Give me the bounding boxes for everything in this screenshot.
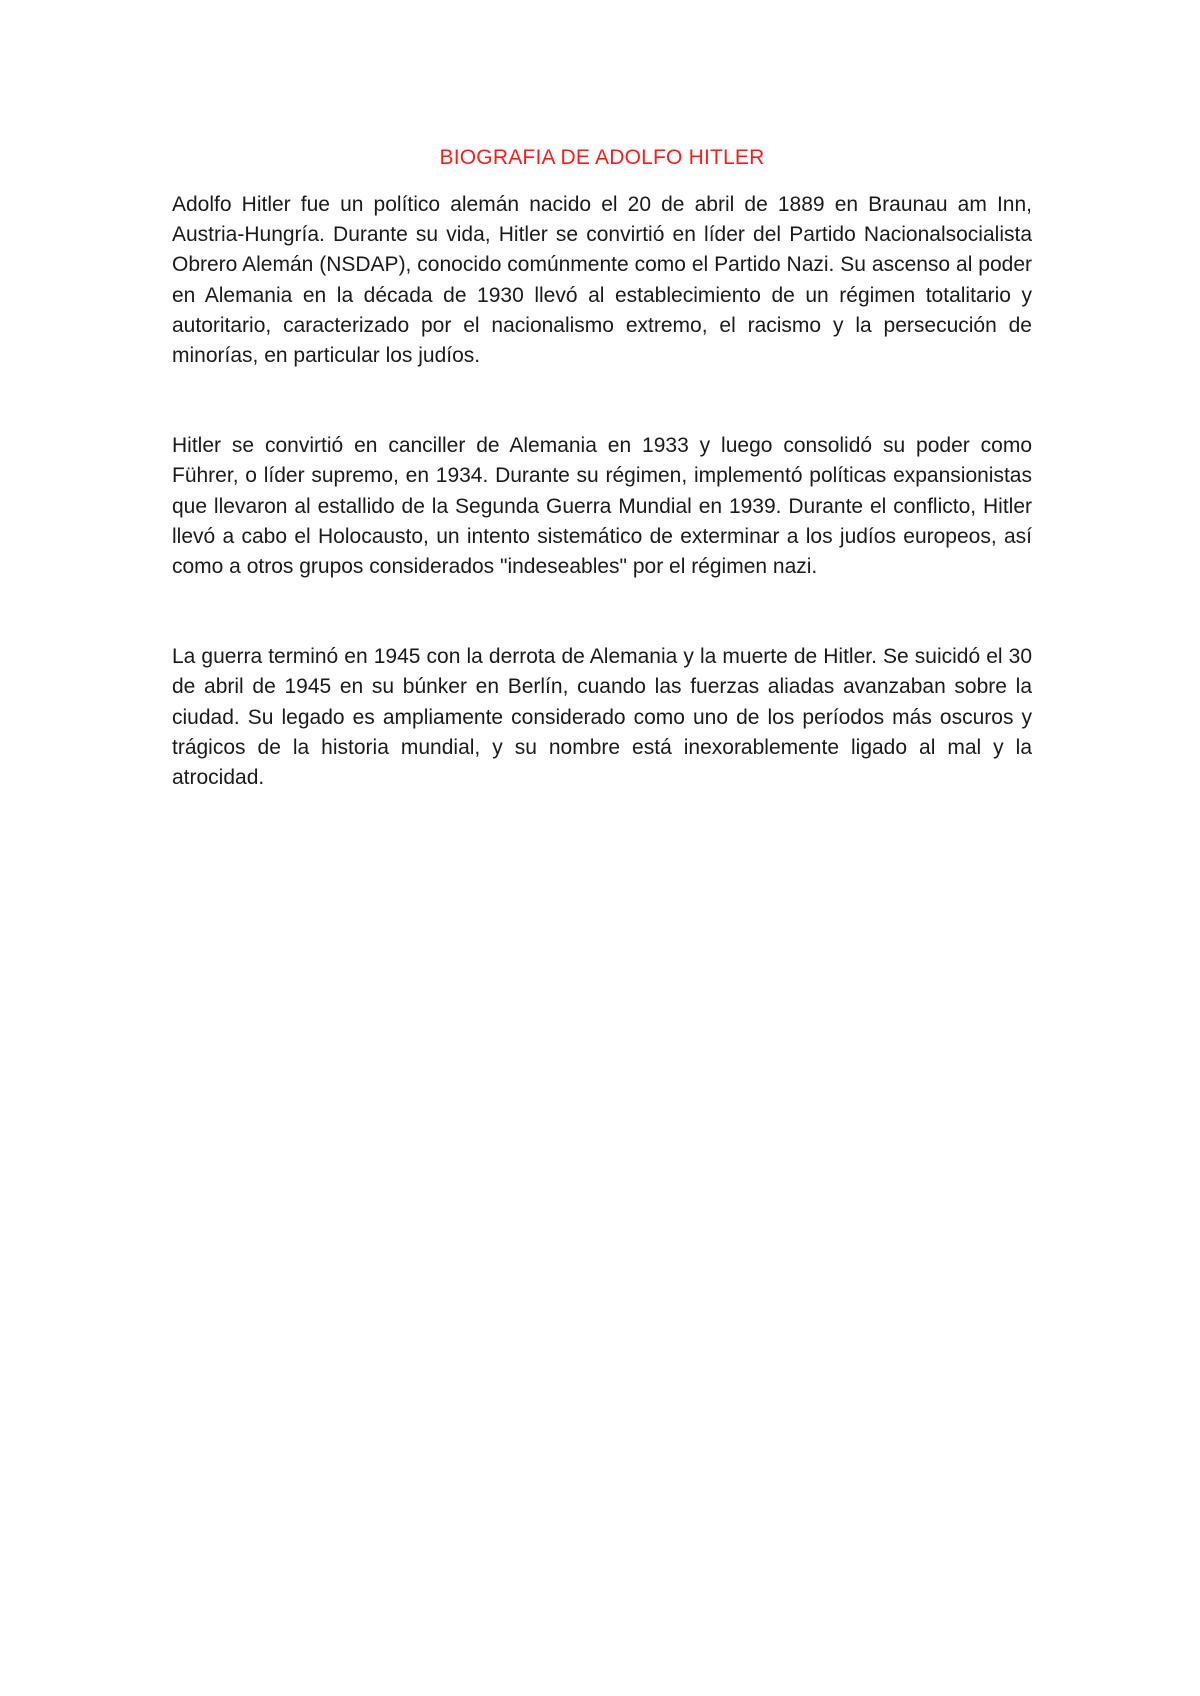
paragraph-early-life: Adolfo Hitler fue un político alemán nacido el 20 de abril de 1889 en Braunau am Inn, Austria-Hungría. Durante su vida, Hitler se convirtió en líder del Partido Nacionalsocialista Obrero Alemán (NSDAP), conocido comúnmente como el Partido Nazi. Su ascenso al poder en Alemania en la década de 1930 llevó al establecimiento de un régimen totalitario y autoritario, caracterizado por el nacionalismo extremo, el racismo y la persecución de minorías, en particular los judíos. [172, 193, 1032, 368]
paragraph-end-of-war: La guerra terminó en 1945 con la derrota de Alemania y la muerte de Hitler. Se suicidó el 30 de abril de 1945 en su búnker en Berlín, cuando las fuerzas aliadas avanzaban sobre la ciudad. Su legado es ampliamente considerado como uno de los períodos más oscuros y trágicos de la historia mundial, y su nombre está inexorablemente ligado al mal y la atrocidad. [172, 645, 1032, 790]
paragraph-rise-to-power: Hitler se convirtió en canciller de Alemania en 1933 y luego consolidó su poder como Führer, o líder supremo, en 1934. Durante su régimen, implementó políticas expansionistas que llevaron al estallido de la Segunda Guerra Mundial en 1939. Durante el conflicto, Hitler llevó a cabo el Holocausto, un intento sistemático de exterminar a los judíos europeos, así como a otros grupos considerados "indeseables" por el régimen nazi. [172, 434, 1032, 579]
document-body [172, 140, 1032, 793]
document-title: BIOGRAFIA DE ADOLFO HITLER [439, 146, 765, 169]
